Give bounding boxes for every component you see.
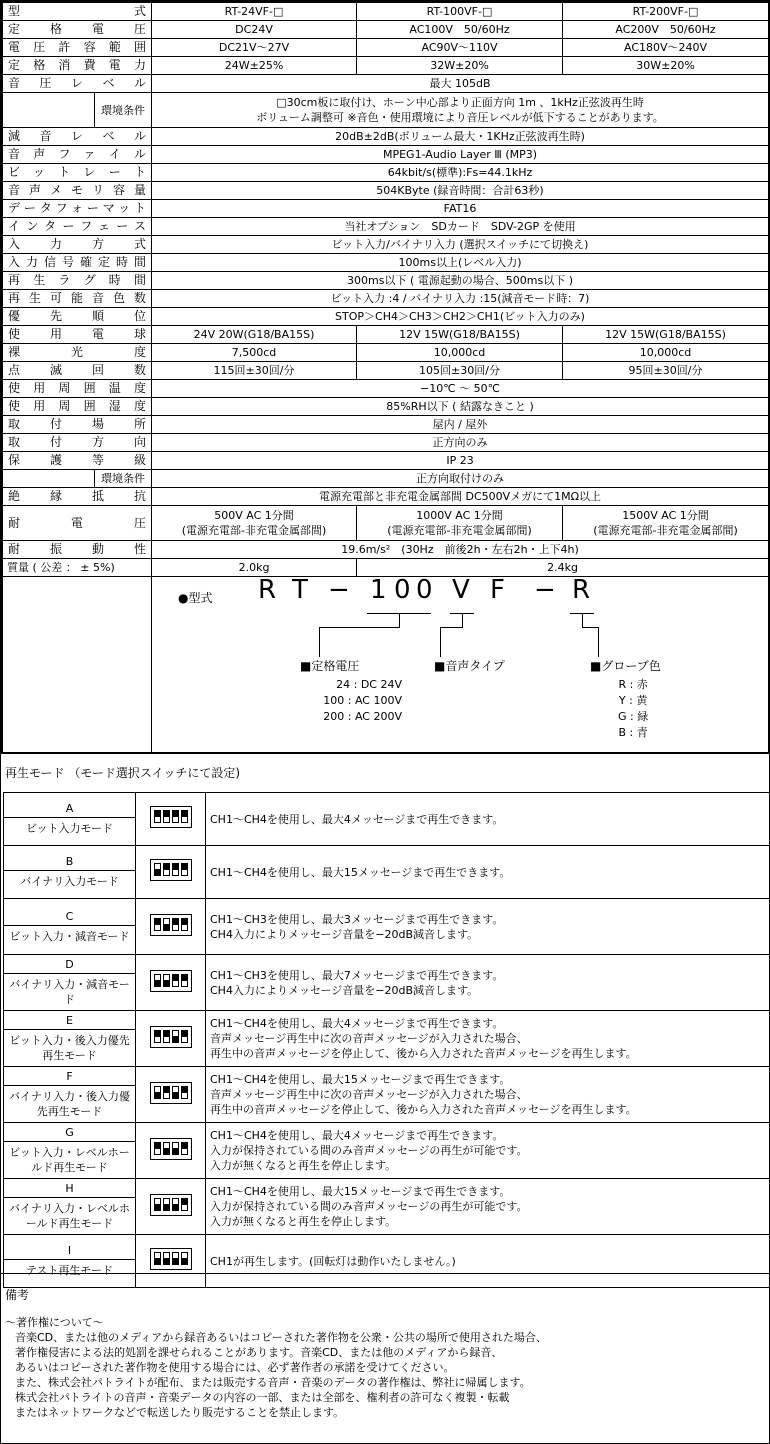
mode-name: テスト再生モード: [25, 1264, 114, 1277]
modes-table: [3, 792, 770, 1288]
spec-label: 保護等級: [3, 452, 152, 470]
spec-label: 使用電球: [3, 326, 152, 344]
model-char: 0: [394, 576, 411, 605]
mode-desc: [206, 955, 770, 1011]
mode-letter: H: [4, 1180, 135, 1198]
spec-value: [152, 506, 357, 541]
mode-name-cell: [4, 1011, 136, 1067]
spec-value: AC100V 50/60Hz: [357, 21, 563, 39]
spec-value: 当社オプション SDカード SDV-2GP を使用: [152, 218, 769, 236]
model-char: T: [292, 576, 308, 605]
notes-title: 備考: [5, 1288, 30, 1302]
spec-label: 入力信号確定時間: [3, 254, 152, 272]
spec-row-sound-env: [3, 93, 769, 128]
spec-table: [2, 2, 769, 754]
spec-label: 使用周囲湿度: [3, 398, 152, 416]
spec-row-protection: [3, 452, 769, 470]
globe-options: [618, 677, 648, 741]
spec-value: 10,000cd: [563, 344, 769, 362]
mode-row-f: [4, 1067, 770, 1123]
spec-value: RT-200VF-□: [563, 3, 769, 21]
spec-value: 105回±30回/分: [357, 362, 563, 380]
spec-label: 耐電圧: [3, 506, 152, 541]
spec-row-priority: [3, 308, 769, 326]
globe-connector: [582, 613, 583, 627]
spec-row-attenuation: [3, 128, 769, 146]
mode-desc-line: 入力が無くなると再生を停止します。: [210, 1215, 397, 1228]
mode-row-a: [4, 793, 770, 846]
spec-value: 正方向取付けのみ: [152, 470, 769, 488]
mode-desc-line: CH4入力によりメッセージ音量を−20dB減音します。: [210, 983, 479, 997]
voltage-connector: [399, 613, 400, 627]
mode-letter: A: [4, 800, 135, 818]
mode-desc: [206, 1011, 770, 1067]
spec-row-power: [3, 57, 769, 75]
spec-label: 入力方式: [3, 236, 152, 254]
dip-switch-icon: [136, 955, 206, 1011]
spec-label: 優先順位: [3, 308, 152, 326]
mode-name: バイナリ入力・減音モード: [9, 978, 130, 1006]
mode-name-cell: [4, 793, 136, 846]
spec-row-bulb: [3, 326, 769, 344]
dip-switch-icon: [136, 793, 206, 846]
model-code-diagram: [152, 577, 769, 755]
mode-letter: F: [4, 1068, 135, 1086]
mode-name-cell: [4, 1179, 136, 1235]
env-line: ボリューム調整可 ※音色・使用環境により音圧レベルが低下することがあります。: [256, 111, 664, 124]
spec-row-protection-env: [3, 470, 769, 488]
withstand-value: 500V AC 1分間: [214, 509, 294, 522]
spec-row-model-code: [3, 577, 769, 755]
globe-option: R : 赤: [618, 678, 648, 691]
notes-line: 著作権侵害による法的処罰を課せられることがあります。音楽CD、または他のメディアから録音、: [15, 1346, 503, 1359]
notes-line: 株式会社パトライトの音声・音楽データの内容の一部、または全部を、権利者の許可なく複製・転載: [15, 1391, 510, 1404]
spec-value: 64kbit/s(標準):Fs=44.1kHz: [152, 164, 769, 182]
notes-line: あるいはコピーされた著作物を使用する場合には、必ず著作者の承諾を受けてください。: [15, 1361, 455, 1374]
mode-desc-line: CH1〜CH4を使用し、最大4メッセージまで再生できます。: [210, 812, 504, 826]
mode-desc-line: 音声メッセージ再生中に次の音声メッセージが入力された場合、: [210, 1088, 528, 1101]
withstand-sub: (電源充電部-非充電金属部間): [181, 524, 327, 537]
spec-value: AC200V 50/60Hz: [563, 21, 769, 39]
spec-label: 電圧許容範囲: [3, 39, 152, 57]
dip-switch-icon: [136, 846, 206, 899]
spec-label: 質量 ( 公差 ： ± 5%): [3, 559, 152, 577]
voltage-option: 100 : AC 100V: [323, 694, 403, 707]
spec-value: AC90V〜110V: [357, 39, 563, 57]
model-char: 1: [370, 576, 387, 605]
globe-connector: [598, 627, 599, 657]
notes-body: [15, 1330, 547, 1420]
mode-name: バイナリ入力・レベルホールド再生モード: [9, 1202, 130, 1230]
spec-label: ビットレート: [3, 164, 152, 182]
spec-value: 85%RH以下 ( 結露なきこと ): [152, 398, 769, 416]
notes-line: またはネットワークなどで転送したり販売することを禁止します。: [15, 1406, 345, 1419]
mode-desc: [206, 899, 770, 955]
spec-label: 音声ファイル: [3, 146, 152, 164]
dip-switch-icon: [136, 1179, 206, 1235]
spec-value: RT-24VF-□: [152, 3, 357, 21]
spec-row-weight: [3, 559, 769, 577]
mode-letter: E: [4, 1012, 135, 1030]
spec-value: [152, 93, 769, 128]
mode-row-g: [4, 1123, 770, 1179]
spec-value: AC180V〜240V: [563, 39, 769, 57]
spec-value: −10℃ 〜 50℃: [152, 380, 769, 398]
model-char: R: [572, 576, 591, 605]
mode-desc-line: CH1〜CH4を使用し、最大15メッセージまで再生できます。: [210, 1073, 511, 1086]
voltage-options: [312, 677, 402, 725]
voltage-head: ■定格電圧: [300, 659, 360, 673]
mode-letter: D: [4, 956, 135, 974]
voltage-connector: [319, 627, 320, 657]
spec-row-interface: [3, 218, 769, 236]
spec-value: 屋内 / 屋外: [152, 416, 769, 434]
spec-row-format: [3, 200, 769, 218]
spec-value: DC24V: [152, 21, 357, 39]
spec-label: 再生可能音色数: [3, 290, 152, 308]
mode-desc: [206, 1067, 770, 1123]
mode-desc-line: CH1〜CH4を使用し、最大15メッセージまで再生できます。: [210, 1185, 511, 1198]
spec-value: DC21V〜27V: [152, 39, 357, 57]
model-code-bullet: ●型式: [178, 591, 213, 605]
spec-value: 100ms以上(レベル入力): [152, 254, 769, 272]
dip-switch-icon: [136, 1011, 206, 1067]
spec-label: 使用周囲温度: [3, 380, 152, 398]
model-char: V: [452, 576, 470, 605]
mode-letter: I: [4, 1242, 135, 1260]
dip-switch-icon: [136, 899, 206, 955]
mode-desc-line: 再生中の音声メッセージを停止して、後から入力された音声メッセージを再生します。: [210, 1103, 637, 1116]
spec-value: [563, 506, 769, 541]
notes-line: また、株式会社パトライトが配布、または販売する音声・音楽のデータの著作権は、弊社に帰属します。: [15, 1376, 531, 1389]
spec-value: 最大 105dB: [152, 75, 769, 93]
spec-value: 12V 15W(G18/BA15S): [563, 326, 769, 344]
spec-row-vibration: [3, 541, 769, 559]
sound-connector: [440, 627, 463, 628]
sound-connector: [440, 627, 441, 657]
spec-label: 音圧レベル: [3, 75, 152, 93]
globe-option: B : 青: [618, 726, 648, 739]
mode-desc-line: 入力が保持されている間のみ音声メッセージの再生が可能です。: [210, 1200, 528, 1213]
spec-value: 19.6m/s² (30Hz 前後2h・左右2h・上下4h): [152, 541, 769, 559]
spec-row-voltage-range: [3, 39, 769, 57]
withstand-value: 1000V AC 1分間: [416, 509, 503, 522]
spec-value: 電源充電部と非充電金属部間 DC500Vメガにて1MΩ以上: [152, 488, 769, 506]
spec-value: 504KByte (録音時間：合計63秒): [152, 182, 769, 200]
mode-row-c: [4, 899, 770, 955]
spec-value: 95回±30回/分: [563, 362, 769, 380]
spec-label: インターフェース: [3, 218, 152, 236]
notes-section: [0, 1274, 770, 1444]
mode-letter: B: [4, 853, 135, 871]
mode-row-e: [4, 1011, 770, 1067]
mode-desc: [206, 1179, 770, 1235]
globe-option: G : 緑: [618, 710, 649, 723]
spec-row-audio-file: [3, 146, 769, 164]
spec-row-luminous: [3, 344, 769, 362]
withstand-sub: (電源充電部-非充電金属部間): [387, 524, 532, 537]
mode-desc-line: 音声メッセージ再生中に次の音声メッセージが入力された場合、: [210, 1032, 528, 1045]
spec-label: 点滅回数: [3, 362, 152, 380]
globe-connector: [582, 627, 598, 628]
voltage-option: 200 : AC 200V: [323, 710, 403, 723]
spec-row-model: [3, 3, 769, 21]
mode-name-cell: [4, 899, 136, 955]
mode-name-cell: [4, 955, 136, 1011]
spec-label: 定格消費電力: [3, 57, 152, 75]
spec-value: 32W±20%: [357, 57, 563, 75]
spec-sublabel: 環境条件: [95, 93, 152, 128]
mode-desc-line: CH1〜CH4を使用し、最大15メッセージまで再生できます。: [210, 865, 511, 879]
mode-desc: [206, 793, 770, 846]
mode-desc-line: 入力が保持されている間のみ音声メッセージの再生が可能です。: [210, 1144, 528, 1157]
spec-value: 300ms以下 ( 電源起動の場合、500ms以下 ): [152, 272, 769, 290]
spec-row-sound-level: [3, 75, 769, 93]
spec-value: 20dB±2dB(ボリューム最大・1KHz正弦波再生時): [152, 128, 769, 146]
mode-desc-line: CH1が再生します。(回転灯は動作いたしません。): [210, 1254, 456, 1268]
mode-desc-line: CH1〜CH4を使用し、最大4メッセージまで再生できます。: [210, 1129, 504, 1142]
spec-sublabel: 環境条件: [95, 470, 152, 488]
spec-value: RT-100VF-□: [357, 3, 563, 21]
mode-desc-line: CH1〜CH4を使用し、最大4メッセージまで再生できます。: [210, 1017, 504, 1030]
spec-label: 取付場所: [3, 416, 152, 434]
spec-row-bitrate: [3, 164, 769, 182]
mode-name: バイナリ入力モード: [20, 875, 119, 888]
spec-value: 24V 20W(G18/BA15S): [152, 326, 357, 344]
spec-value: 115回±30回/分: [152, 362, 357, 380]
mode-name-cell: [4, 846, 136, 899]
spec-label: 減音レベル: [3, 128, 152, 146]
mode-name-cell: [4, 1123, 136, 1179]
mode-name: ビット入力・後入力優先再生モード: [9, 1034, 130, 1062]
mode-desc-line: 再生中の音声メッセージを停止して、後から入力された音声メッセージを再生します。: [210, 1047, 637, 1060]
mode-letter: G: [4, 1124, 135, 1142]
spec-row-place: [3, 416, 769, 434]
voltage-connector: [319, 627, 400, 628]
mode-name-cell: [4, 1067, 136, 1123]
spec-value: FAT16: [152, 200, 769, 218]
spec-value: 12V 15W(G18/BA15S): [357, 326, 563, 344]
modes-title: 再生モード （モード選択スイッチにて設定): [5, 766, 241, 780]
mode-letter: C: [4, 908, 135, 926]
model-char: 0: [416, 576, 433, 605]
spec-value: 2.4kg: [357, 559, 769, 577]
globe-color-head: ■グローブ色: [590, 659, 661, 673]
mode-desc: [206, 1123, 770, 1179]
spec-value: 正方向のみ: [152, 434, 769, 452]
playback-modes-section: [0, 754, 770, 1277]
spec-label: 絶縁抵抗: [3, 488, 152, 506]
spec-value: IP 23: [152, 452, 769, 470]
spec-row-memory: [3, 182, 769, 200]
spec-label: 再生ラグ時間: [3, 272, 152, 290]
sound-type-head: ■音声タイプ: [434, 659, 505, 673]
dip-switch-icon: [136, 1067, 206, 1123]
spec-value: ビット入力/バイナリ入力 (選択スイッチにて切換え): [152, 236, 769, 254]
spec-label: 裸光度: [3, 344, 152, 362]
spec-row-withstand: [3, 506, 769, 541]
spec-value: 2.0kg: [152, 559, 357, 577]
spec-value: MPEG1-Audio Layer Ⅲ (MP3): [152, 146, 769, 164]
spec-row-lag: [3, 272, 769, 290]
sound-connector: [462, 613, 463, 627]
spec-row-direction: [3, 434, 769, 452]
mode-row-b: [4, 846, 770, 899]
spec-value: 24W±25%: [152, 57, 357, 75]
spec-row-flash: [3, 362, 769, 380]
spec-value: 7,500cd: [152, 344, 357, 362]
model-char: −: [534, 576, 556, 605]
env-line: □30cm板に取付け、ホーン中心部より正面方向 1m 、1kHz正弦波再生時: [276, 96, 644, 109]
spec-label: データフォーマット: [3, 200, 152, 218]
spec-label: 耐振動性: [3, 541, 152, 559]
mode-name: ビット入力・レベルホールド再生モード: [9, 1146, 130, 1174]
withstand-sub: (電源充電部-非充電金属部間): [593, 524, 738, 537]
spec-value: ビット入力 :4 / バイナリ入力 :15(減音モード時：7): [152, 290, 769, 308]
mode-desc-line: CH1〜CH3を使用し、最大7メッセージまで再生できます。: [210, 968, 504, 982]
spec-value: 10,000cd: [357, 344, 563, 362]
model-char: −: [328, 576, 350, 605]
withstand-value: 1500V AC 1分間: [622, 509, 709, 522]
mode-desc-line: CH1〜CH3を使用し、最大3メッセージまで再生できます。: [210, 912, 504, 926]
mode-name: ビット入力・減音モード: [9, 929, 130, 943]
spec-row-temp: [3, 380, 769, 398]
model-char: F: [490, 576, 505, 605]
mode-name: ビット入力モード: [25, 822, 114, 835]
dip-switch-icon: [136, 1123, 206, 1179]
spec-value: STOP＞CH4＞CH3＞CH2＞CH1(ビット入力のみ): [152, 308, 769, 326]
spec-row-insulation: [3, 488, 769, 506]
mode-desc-line: 入力が無くなると再生を停止します。: [210, 1159, 397, 1172]
spec-label: 型 式: [3, 3, 152, 21]
spec-row-humidity: [3, 398, 769, 416]
spec-row-tones: [3, 290, 769, 308]
mode-row-h: [4, 1179, 770, 1235]
spec-value: 30W±20%: [563, 57, 769, 75]
spec-label: 取付方向: [3, 434, 152, 452]
mode-name: バイナリ入力・後入力優先再生モード: [9, 1090, 130, 1118]
voltage-option: 24 : DC 24V: [336, 678, 403, 691]
mode-desc: [206, 846, 770, 899]
spec-row-rated-voltage: [3, 21, 769, 39]
spec-row-input-method: [3, 236, 769, 254]
notes-subtitle: 〜著作権について〜: [5, 1316, 104, 1329]
globe-option: Y : 黄: [618, 694, 648, 707]
spec-label: 定格電圧: [3, 21, 152, 39]
mode-row-d: [4, 955, 770, 1011]
model-char: R: [258, 576, 277, 605]
spec-label: 音声メモリ容量: [3, 182, 152, 200]
mode-desc-line: CH4入力によりメッセージ音量を−20dB減音します。: [210, 927, 479, 941]
spec-value: [357, 506, 563, 541]
notes-line: 音楽CD、または他のメディアから録音あるいはコピーされた著作物を公衆・公共の場所で使用された場合、: [15, 1331, 547, 1344]
spec-row-input-confirm: [3, 254, 769, 272]
